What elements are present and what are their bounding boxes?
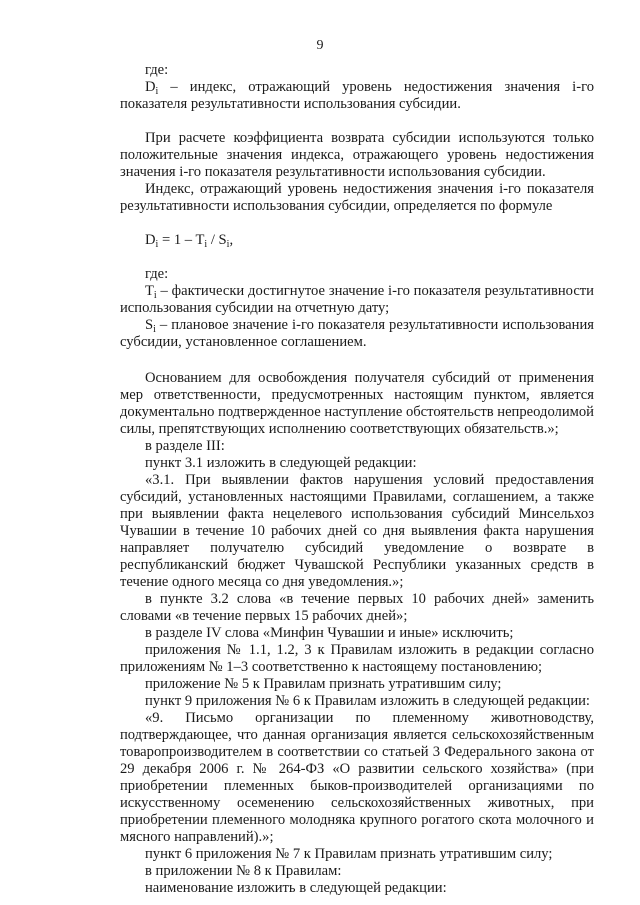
formula-d: D bbox=[145, 232, 156, 248]
paragraph-appendix-6-intro: пункт 9 приложения № 6 к Правилам изложить в следующей редакции: bbox=[145, 693, 590, 709]
definition-di-text: – индекс, отражающий уровень недостижения значения i-го показателя результативности использования субсидии. bbox=[120, 79, 594, 112]
formula-sub-i-3: i bbox=[226, 239, 230, 250]
definition-si bbox=[120, 317, 594, 351]
where-label-2: где: bbox=[145, 266, 169, 282]
definition-ti-text: – фактически достигнутое значение i-го показателя результативности использования субсидии на отчетную дату; bbox=[120, 283, 594, 316]
paragraph-appendices-1-3: приложения № 1.1, 1.2, 3 к Правилам изложить в редакции согласно приложениям № 1–3 соответственно к настоящему постановлению; bbox=[120, 642, 594, 675]
document-body bbox=[120, 62, 594, 897]
paragraph-appendix-5: приложение № 5 к Правилам признать утратившим силу; bbox=[145, 676, 502, 692]
paragraph-positive-values: При расчете коэффициента возврата субсидии используются только положительные значения индекса, отражающего уровень недостижения значения i-го показателя результативности использования субсидии. bbox=[120, 130, 594, 180]
symbol-s: S bbox=[145, 317, 154, 333]
definition-si-text: – плановое значение i-го показателя результативности использования субсидии, установленное соглашением. bbox=[120, 317, 594, 350]
where-label-1: где: bbox=[145, 62, 169, 78]
paragraph-item-3-2: в пункте 3.2 слова «в течение первых 10 рабочих дней» заменить словами «в течение первых 15 рабочих дней»; bbox=[120, 591, 594, 624]
paragraph-force-majeure: Основанием для освобождения получателя субсидий от применения мер ответственности, предусмотренных настоящим пунктом, является документально подтвержденное наступление обстоятельств непреодолимой силы, препятствующих исполнению соответствующих обязательств.»; bbox=[120, 370, 594, 437]
definition-di bbox=[120, 79, 594, 113]
paragraph-index-formula-intro: Индекс, отражающий уровень недостижения значения i-го показателя результативности использования субсидии, определяется по формуле bbox=[120, 181, 594, 214]
formula bbox=[120, 232, 594, 249]
formula-end: , bbox=[229, 232, 234, 248]
paragraph-item-3-1-intro: пункт 3.1 изложить в следующей редакции: bbox=[145, 455, 417, 471]
formula-mid: = 1 – T bbox=[158, 232, 205, 248]
formula-slash: / S bbox=[207, 232, 227, 248]
symbol-d: D bbox=[145, 79, 156, 95]
paragraph-section-4: в разделе IV слова «Минфин Чувашии и иные» исключить; bbox=[145, 625, 514, 641]
symbol-t: T bbox=[145, 283, 154, 299]
formula-sub-i-1: i bbox=[155, 239, 159, 250]
paragraph-section-3: в разделе III: bbox=[145, 438, 225, 454]
subscript-i-s: i bbox=[153, 324, 156, 335]
formula-sub-i-2: i bbox=[204, 239, 208, 250]
subscript-i: i bbox=[155, 86, 159, 97]
paragraph-item-3-1: «3.1. При выявлении фактов нарушения условий предоставления субсидий, установленных настоящими Правилами, соглашением, а также при выявлении факта нецелевого использования субсидий Минсельхоз Чувашии в течение 10 рабочих дней со дня выявления факта нарушения направляет получателю субсидий уведомление о возврате в республиканский бюджет Чувашской Республики указанных средств в течение одного месяца со дня уведомления.»; bbox=[120, 472, 594, 590]
definition-ti bbox=[120, 283, 594, 317]
paragraph-title-change: наименование изложить в следующей редакции: bbox=[145, 880, 447, 896]
paragraph-item-9: «9. Письмо организации по племенному животноводству, подтверждающее, что данная организация является сельскохозяйственным товаропроизводителем в соответствии со статьей 3 Федерального закона от 29 декабря 2006 г. № 264-ФЗ «О развитии сельского хозяйства» (при приобретении племенных быков-производителей организациями по искусственному осеменению сельскохозяйственных животных, при приобретении племенного молодняка крупного рогатого скота молочного и мясного направлений).»; bbox=[120, 710, 594, 845]
paragraph-appendix-7: пункт 6 приложения № 7 к Правилам признать утратившим силу; bbox=[145, 846, 553, 862]
page-number: 9 bbox=[316, 38, 324, 53]
paragraph-appendix-8: в приложении № 8 к Правилам: bbox=[145, 863, 342, 879]
subscript-i-t: i bbox=[153, 290, 157, 301]
